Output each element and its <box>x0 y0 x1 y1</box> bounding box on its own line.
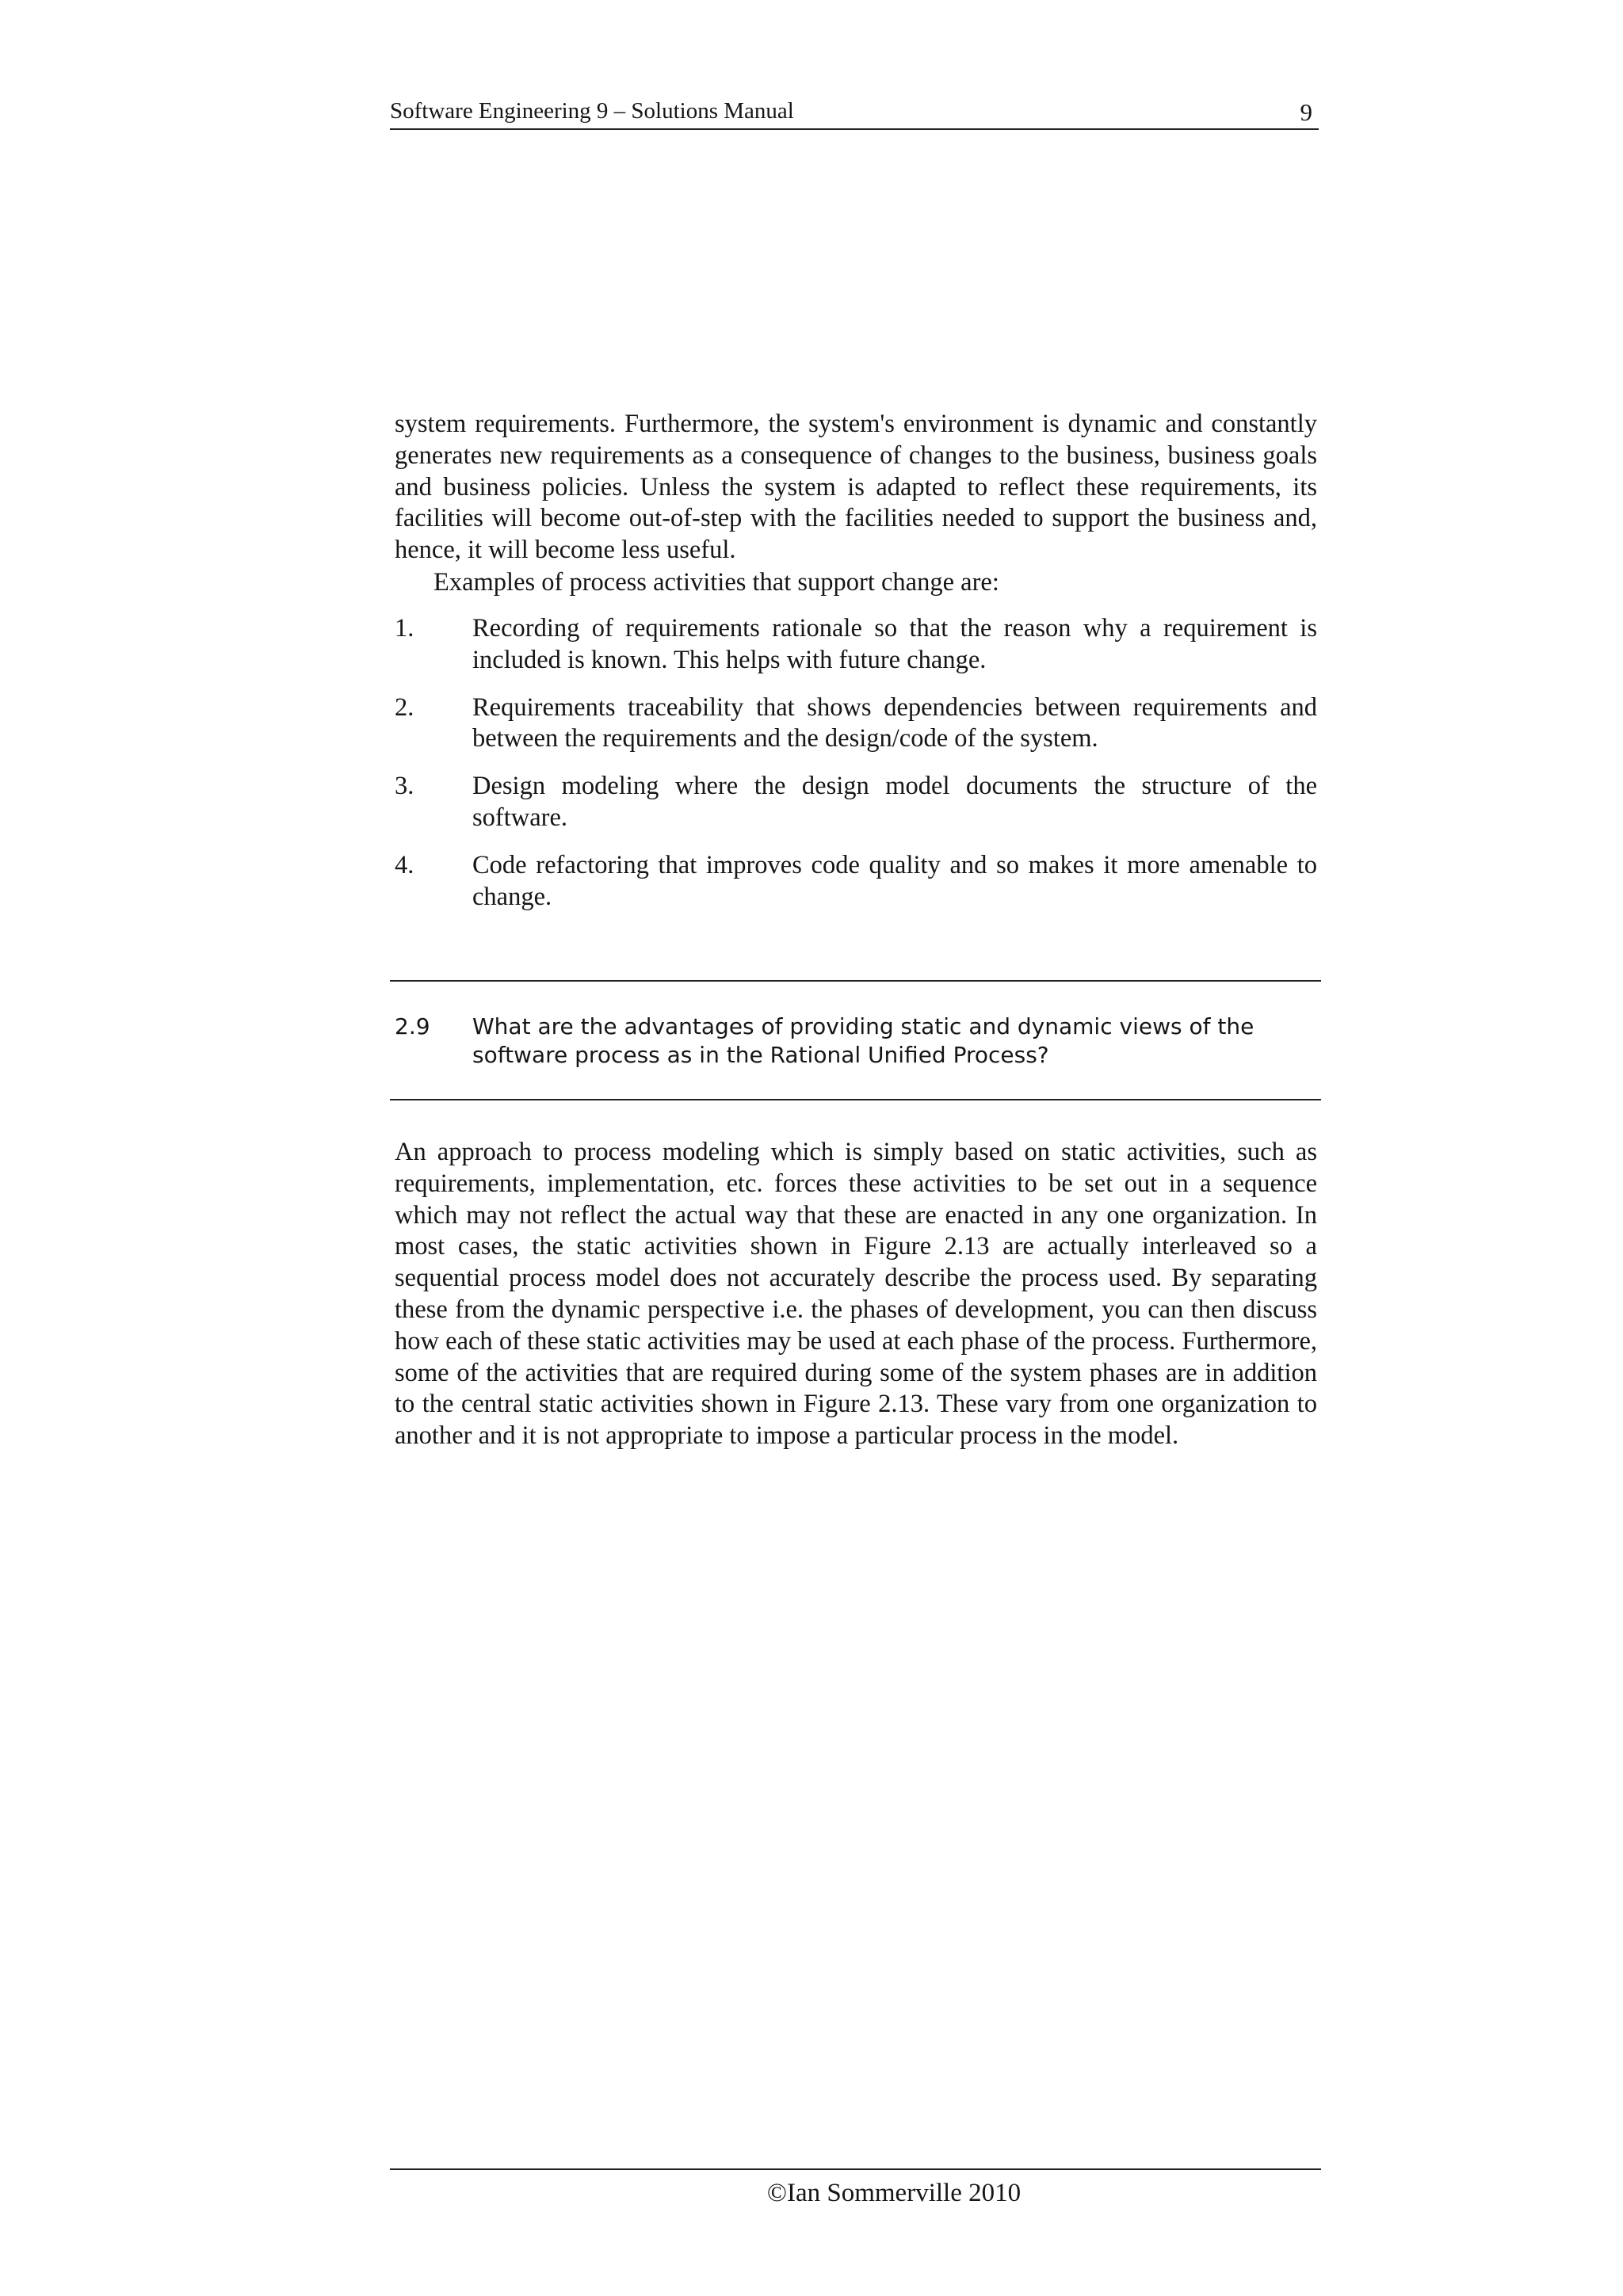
running-header <box>390 95 1319 130</box>
list-item-number: 4. <box>395 850 414 879</box>
list-item-text: Code refactoring that improves code quality and so makes it more amenable to change. <box>472 850 1317 911</box>
question-divider-top <box>390 980 1321 982</box>
question-text: What are the advantages of providing static and dynamic views of the software process as in the Rational Unified Process? <box>472 1013 1254 1068</box>
answer-paragraph: An approach to process modeling which is simply based on static activities, such as requirements, implementation, etc. forces these activities to be set out in a sequence which may not reflect the actual way that these are enacted in any one organization. In most cases, the static activities shown in Figure 2.13 are actually interleaved so a sequential process model does not accurately describe the process used. By separating these from the dynamic perspective i.e. the phases of development, you can then discuss how each of these static activities may be used at each phase of the process. Furthermore, some of the activities that are required during some of the system phases are in addition to the central static activities shown in Figure 2.13. These vary from one organization to another and it is not appropriate to impose a particular process in the model. <box>395 1138 1317 1451</box>
footer-divider <box>390 2168 1321 2170</box>
header-title: Software Engineering 9 – Solutions Manual <box>390 98 794 124</box>
question-number: 2.9 <box>395 1013 430 1039</box>
footer <box>0 2177 1623 2209</box>
list-item <box>395 692 1317 756</box>
list-item-number: 3. <box>395 772 414 801</box>
change-activities-list <box>395 613 1317 929</box>
examples-intro: Examples of process activities that support change are: <box>433 568 999 597</box>
list-item <box>395 771 1317 834</box>
page-number: 9 <box>1300 98 1312 126</box>
list-item-text: Requirements traceability that shows dependencies between requirements and between the requirements and the design/code of the system. <box>472 692 1317 753</box>
list-item-number: 1. <box>395 614 414 643</box>
body-paragraph: system requirements. Furthermore, the system's environment is dynamic and constantly generates new requirements as a consequence of changes to the business, business goals and business policies. Unless the system is adapted to reflect these requirements, its facilities will become out-of-step with the facilities needed to support the business and, hence, it will become less useful. <box>395 410 1317 565</box>
list-item-text: Design modeling where the design model documents the structure of the software. <box>472 772 1317 832</box>
list-item-number: 2. <box>395 692 414 722</box>
copyright-notice: ©Ian Sommerville 2010 <box>766 2179 1022 2207</box>
list-item-text: Recording of requirements rationale so that the reason why a requirement is included is known. This helps with future change. <box>472 614 1317 674</box>
list-item <box>395 613 1317 677</box>
list-item <box>395 850 1317 913</box>
question-divider-bottom <box>390 1099 1321 1100</box>
